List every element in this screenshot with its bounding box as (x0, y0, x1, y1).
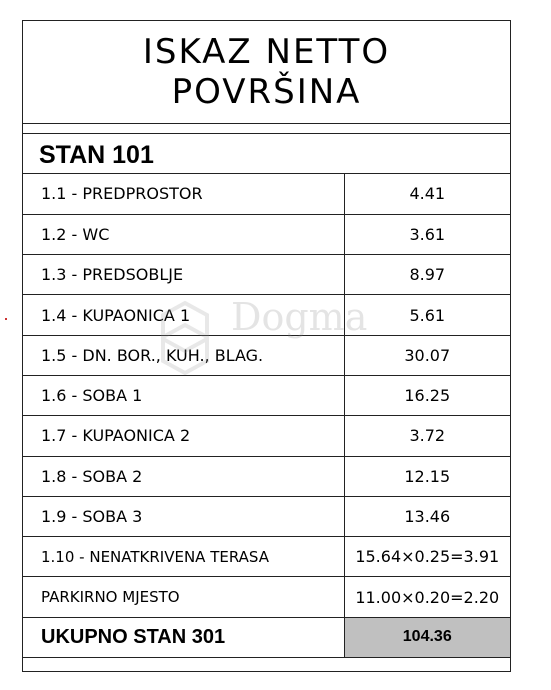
room-area: 11.00×0.20=2.20 (344, 577, 510, 617)
table-row (23, 496, 510, 536)
table-row (23, 335, 510, 375)
room-area: 4.41 (344, 174, 510, 214)
table-row (23, 255, 510, 295)
title-line-2: POVRŠINA (171, 72, 362, 112)
room-area-table (23, 174, 510, 658)
apartment-heading: STAN 101 (23, 134, 510, 174)
room-area: 30.07 (344, 335, 510, 375)
room-label: 1.3 - PREDSOBLJE (23, 255, 344, 295)
table-row (23, 214, 510, 254)
room-label: 1.2 - WC (23, 214, 344, 254)
table-row (23, 537, 510, 577)
room-label: 1.9 - SOBA 3 (23, 496, 344, 536)
area-statement-sheet (22, 20, 511, 672)
room-area: 12.15 (344, 456, 510, 496)
document-title (23, 21, 510, 124)
room-label: 1.8 - SOBA 2 (23, 456, 344, 496)
total-row (23, 617, 510, 657)
room-label: 1.10 - NENATKRIVENA TERASA (23, 537, 344, 577)
total-label: UKUPNO STAN 301 (23, 617, 344, 657)
room-label: 1.5 - DN. BOR., KUH., BLAG. (23, 335, 344, 375)
watermark-text: Dogma (231, 295, 368, 339)
room-label: PARKIRNO MJESTO (23, 577, 344, 617)
room-area: 3.61 (344, 214, 510, 254)
table-row (23, 577, 510, 617)
table-row (23, 375, 510, 415)
room-area: 15.64×0.25=3.91 (344, 537, 510, 577)
room-area: 3.72 (344, 416, 510, 456)
room-label: 1.4 - KUPAONICA 1 (23, 295, 344, 335)
room-area: 13.46 (344, 496, 510, 536)
room-area: 16.25 (344, 375, 510, 415)
room-area: 5.61 (344, 295, 510, 335)
title-separator (23, 124, 510, 134)
room-label: 1.1 - PREDPROSTOR (23, 174, 344, 214)
table-row (23, 295, 510, 335)
total-value: 104.36 (344, 617, 510, 657)
title-line-1: ISKAZ NETTO (142, 32, 391, 72)
room-label: 1.7 - KUPAONICA 2 (23, 416, 344, 456)
table-row (23, 416, 510, 456)
table-row (23, 174, 510, 214)
room-area: 8.97 (344, 255, 510, 295)
room-label: 1.6 - SOBA 1 (23, 375, 344, 415)
red-mark (5, 318, 7, 320)
table-row (23, 456, 510, 496)
